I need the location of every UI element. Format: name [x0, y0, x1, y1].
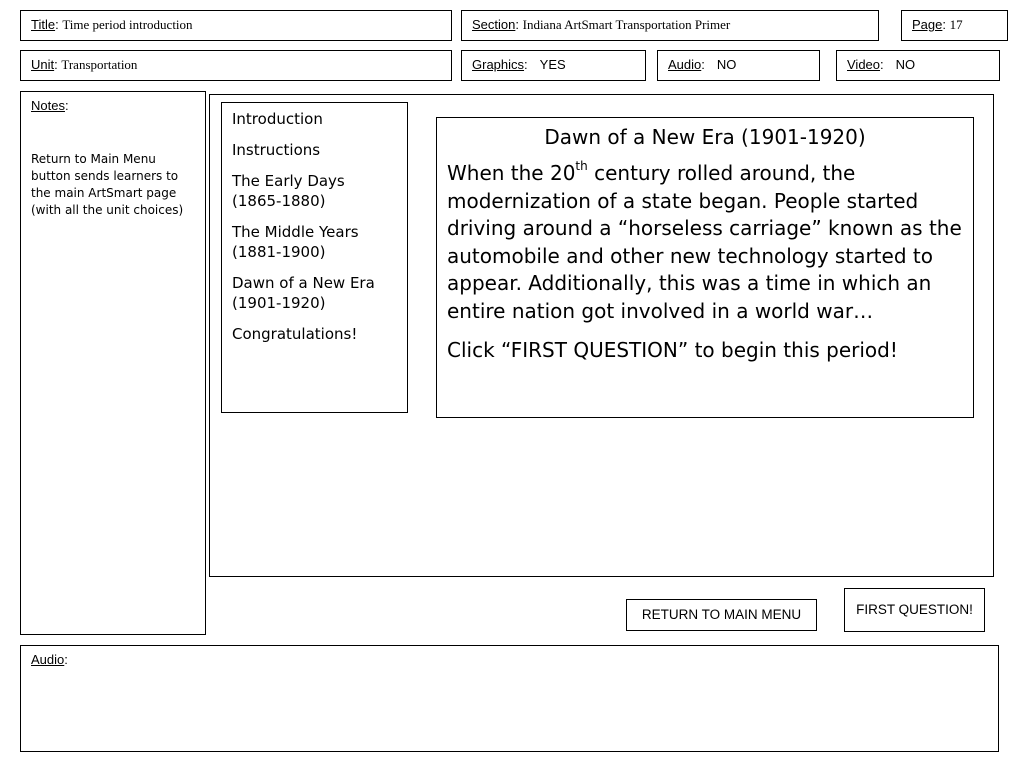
- audio-flag-value: NO: [716, 57, 737, 72]
- unit-value: Transportation: [61, 57, 138, 72]
- return-to-main-menu-button[interactable]: RETURN TO MAIN MENU: [626, 599, 817, 631]
- nav-item-instructions[interactable]: Instructions: [232, 141, 321, 159]
- graphics-value: YES: [539, 57, 566, 72]
- nav-item-early-days[interactable]: The Early Days (1865-1880): [232, 172, 345, 210]
- video-value: NO: [895, 57, 916, 72]
- nav-menu: [221, 102, 408, 413]
- title-field: Title: Time period introduction: [20, 10, 452, 41]
- page-number: 17: [949, 17, 963, 32]
- notes-label: Notes: [31, 98, 65, 113]
- nav-item-introduction[interactable]: Introduction: [232, 110, 323, 128]
- video-field: Video: NO: [836, 50, 1000, 81]
- content-instruction: Click “FIRST QUESTION” to begin this period!: [447, 338, 898, 362]
- section-label: Section: [472, 17, 516, 32]
- audio-field: Audio: NO: [657, 50, 820, 81]
- graphics-field: Graphics: YES: [461, 50, 646, 81]
- audio-script-label: Audio: [31, 652, 65, 667]
- unit-label: Unit: [31, 57, 55, 72]
- video-label: Video: [847, 57, 881, 72]
- unit-field: Unit: Transportation: [20, 50, 452, 81]
- audio-script-panel: Audio:: [20, 645, 999, 752]
- para-text-start: When the 20: [447, 161, 576, 185]
- nav-item-congratulations[interactable]: Congratulations!: [232, 325, 358, 343]
- section-value: Indiana ArtSmart Transportation Primer: [522, 17, 731, 32]
- nav-item-middle-years[interactable]: The Middle Years (1881-1900): [232, 223, 359, 261]
- content-panel: [436, 117, 974, 418]
- graphics-label: Graphics: [472, 57, 525, 72]
- audio-flag-label: Audio: [668, 57, 702, 72]
- content-paragraph: [447, 160, 963, 325]
- title-label: Title: [31, 17, 56, 32]
- nav-item-new-era[interactable]: Dawn of a New Era (1901-1920): [232, 274, 375, 312]
- notes-panel: Notes: Return to Main Menu button sends learners to the main ArtSmart page (with all the unit choices): [20, 91, 206, 635]
- title-value: Time period introduction: [62, 17, 193, 32]
- content-heading: Dawn of a New Era (1901-1920): [544, 125, 866, 149]
- ordinal-suffix: th: [575, 159, 588, 174]
- notes-text: Return to Main Menu button sends learners to the main ArtSmart page (with all the unit choices): [31, 152, 184, 217]
- para-text-rest: century rolled around, the modernization of a state began. People started driving around a “horseless carriage” known as the automobile and other new technology started to appear. Additionally, this was a time in which an entire nation got involved in a world war…: [447, 161, 962, 323]
- first-question-button[interactable]: FIRST QUESTION!: [844, 588, 985, 632]
- page-field: Page: 17: [901, 10, 1008, 41]
- section-field: Section: Indiana ArtSmart Transportation Primer: [461, 10, 879, 41]
- page-label: Page: [912, 17, 943, 32]
